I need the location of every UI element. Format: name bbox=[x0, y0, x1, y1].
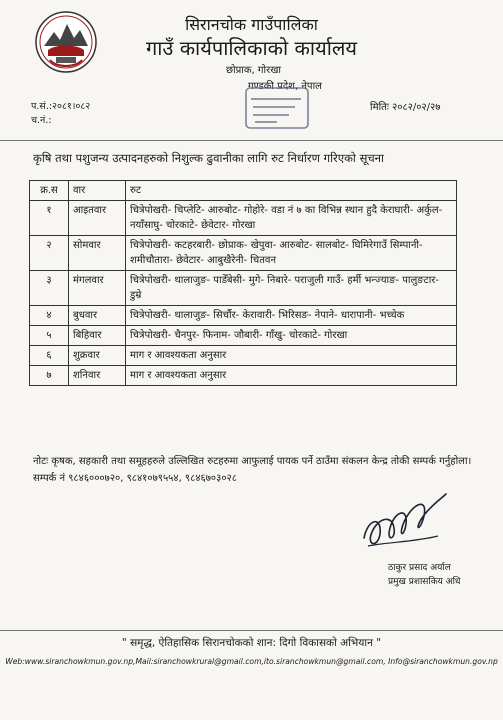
table-row bbox=[30, 346, 457, 366]
contact-note: नोटः कृषक, सहकारी तथा समूहहरुले उल्लिखित रुटहरुमा आफुलाई पायक पर्ने ठाउँमा संकलन केन्द्र तोकी सम्पर्क गर्नुहोला। सम्पर्क नं ९८४६०००७२०, ९८४१०७९५५४, ९८४६७०३०२८ bbox=[33, 456, 472, 484]
dispatch-number: च.नं.: bbox=[31, 115, 52, 126]
address-line-2: गण्डकी प्रदेश, नेपाल bbox=[248, 81, 322, 92]
row-day: बिहिवार bbox=[69, 326, 126, 346]
table-row bbox=[30, 306, 457, 326]
row-day: मंगलवार bbox=[69, 271, 126, 306]
header-serial: क्र.स bbox=[30, 181, 69, 201]
row-serial: ५ bbox=[30, 326, 69, 346]
row-day: आइतवार bbox=[69, 201, 126, 236]
office-title: गाउँ कार्यपालिकाको कार्यालय bbox=[145, 36, 358, 60]
row-serial: १ bbox=[30, 201, 69, 236]
table-row bbox=[30, 236, 457, 271]
table-row bbox=[30, 271, 457, 306]
row-serial: ४ bbox=[30, 306, 69, 326]
header-route: रुट bbox=[126, 181, 457, 201]
row-route: चित्रेपोखरी- चैनपुर- फिनाम- जौबारी- गाँखु- चोरकाटे- गोरखा bbox=[126, 326, 457, 346]
footer-contact: Web:www.siranchowkmun.gov.np,Mail:siranchowkrural@gmail.com,ito.siranchowkmun@gmail.com, Info@siranchowkmun.gov.np bbox=[5, 657, 498, 666]
address-line-1: छोप्राक, गोरखा bbox=[226, 65, 281, 76]
table-row bbox=[30, 366, 457, 386]
route-table bbox=[29, 180, 457, 386]
footer-divider bbox=[0, 630, 503, 631]
row-route: माग र आवश्यकता अनुसार bbox=[126, 346, 457, 366]
row-day: शुक्रवार bbox=[69, 346, 126, 366]
office-stamp-icon bbox=[243, 85, 311, 131]
row-day: शनिवार bbox=[69, 366, 126, 386]
handwritten-signature-icon bbox=[358, 488, 450, 558]
row-day: सोमवार bbox=[69, 236, 126, 271]
row-route: माग र आवश्यकता अनुसार bbox=[126, 366, 457, 386]
row-serial: ६ bbox=[30, 346, 69, 366]
header-day: वार bbox=[69, 181, 126, 201]
table-row bbox=[30, 326, 457, 346]
office-name: सिरानचोक गाउँपालिका bbox=[185, 15, 318, 34]
signatory-title: प्रमुख प्रशासकिय अधि bbox=[388, 577, 461, 587]
row-route: चित्रेपोखरी- थालाजुङ- सिर्चौर- केरावारी- भिरिसङ- नेपाने- धारापानी- भच्चेक bbox=[126, 306, 457, 326]
row-serial: ३ bbox=[30, 271, 69, 306]
row-route: चित्रेपोखरी- चिप्लेटि- आरुबोट- गोहोरे- वडा नं ७ का विभिन्न स्थान हुदै केराघारी- अर्कुल- नयाँसाघु- चोरकाटे- छेवेटार- गोरखा bbox=[126, 201, 457, 236]
signatory-name: ठाकुर प्रसाद अर्याल bbox=[388, 563, 451, 573]
row-serial: २ bbox=[30, 236, 69, 271]
letter-number: प.सं.:२०८१।०८२ bbox=[31, 101, 91, 112]
table-row bbox=[30, 201, 457, 236]
letter-date: मितिः २०८२/०२/२७ bbox=[370, 102, 441, 113]
row-day: बुधवार bbox=[69, 306, 126, 326]
row-route: चित्रेपोखरी- थालाजुङ- पाडेँबेसी- मुगे- निबारे- पराजुली गाउँ- हर्मी भन्ज्याङ- पालुङटार- डुम्रे bbox=[126, 271, 457, 306]
row-route: चित्रेपोखरी- कटहरबारी- छोप्राक- खेपुवा- आरुबोट- सालबोट- घिमिरेगाउँ सिम्पानी- शमीचौतारा- छेवेटार- आबुखैरेनी- चितवन bbox=[126, 236, 457, 271]
footer-motto: " समृद्ध, ऐतिहासिक सिरानचोकको शान: दिगो विकासको अभियान " bbox=[121, 637, 382, 649]
route-table-header bbox=[30, 181, 457, 201]
notice-subject: कृषि तथा पशुजन्य उत्पादनहरुको निशुल्क ढुवानीका लागि रुट निर्धारण गरिएको सूचना bbox=[33, 151, 385, 165]
header-divider bbox=[0, 140, 503, 141]
row-serial: ७ bbox=[30, 366, 69, 386]
